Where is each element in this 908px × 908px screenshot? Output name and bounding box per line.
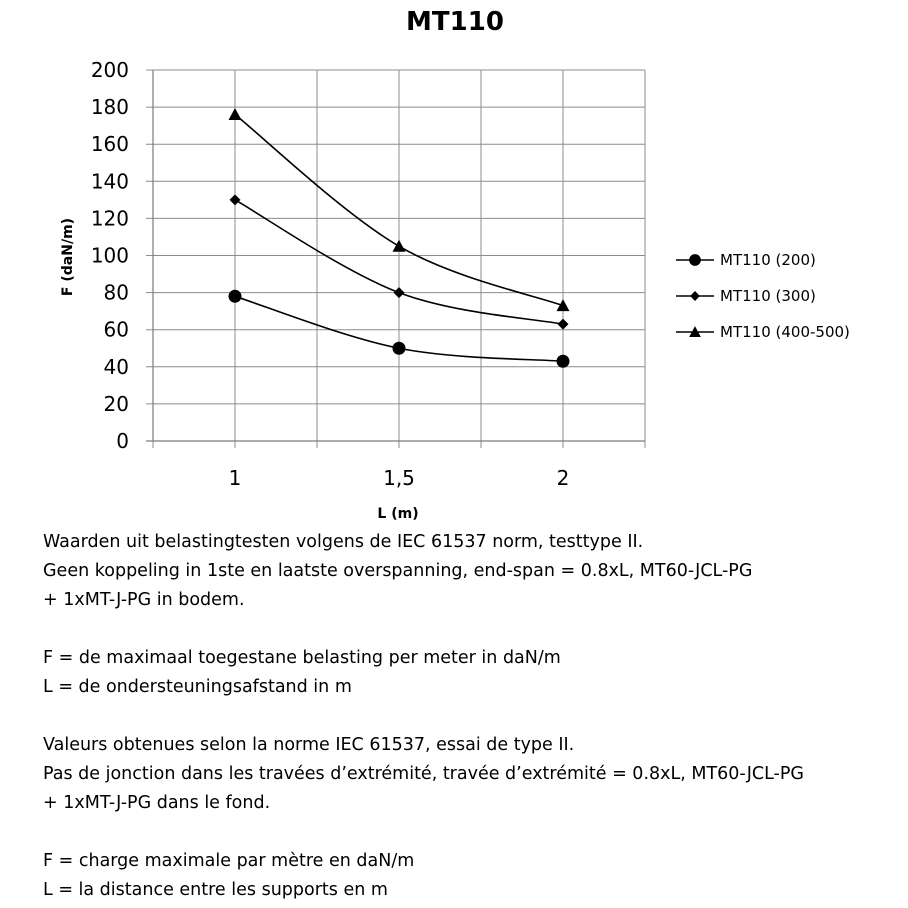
data-point-circle — [557, 355, 570, 368]
note-nl-line-1: Waarden uit belastingtesten volgens de IEC 61537 norm, testtype II. — [43, 532, 644, 552]
notes — [43, 528, 903, 905]
y-tick-label: 40 — [103, 354, 129, 379]
note-fr-line-3: + 1xMT-J-PG dans le fond. — [43, 793, 271, 813]
y-tick-label: 60 — [103, 317, 129, 342]
legend-label: MT110 (300) — [720, 287, 816, 305]
x-tick-label: 2 — [556, 466, 570, 490]
y-tick-label: 140 — [90, 169, 129, 194]
y-tick-label: 80 — [103, 280, 129, 305]
note-fr-f-definition: F = charge maximale par mètre en daN/m — [43, 851, 415, 871]
data-point-circle — [229, 290, 242, 303]
y-axis-title: F (daN/m) — [60, 217, 76, 297]
x-tick-label: 1 — [228, 466, 242, 490]
legend — [676, 251, 850, 341]
note-fr-l-definition: L = la distance entre les supports en m — [43, 880, 388, 900]
data-point-diamond — [230, 194, 241, 205]
y-tick-label: 20 — [103, 391, 129, 416]
data-point-circle — [689, 254, 701, 266]
note-nl-line-3: + 1xMT-J-PG in bodem. — [43, 590, 245, 610]
y-tick-label: 160 — [90, 132, 129, 157]
note-nl-l-definition: L = de ondersteuningsafstand in m — [43, 677, 352, 697]
data-point-triangle — [393, 240, 406, 252]
legend-label: MT110 (200) — [720, 251, 816, 269]
y-tick-label: 0 — [116, 429, 129, 453]
data-point-diamond — [558, 319, 569, 330]
note-fr-line-1: Valeurs obtenues selon la norme IEC 61537, essai de type II. — [43, 735, 575, 755]
chart-title: MT110 — [406, 7, 504, 37]
data-point-diamond — [690, 291, 700, 301]
grid — [146, 70, 645, 448]
x-tick-label: 1,5 — [383, 466, 415, 490]
note-fr-line-2: Pas de jonction dans les travées d’extrémité, travée d’extrémité = 0.8xL, MT60-JCL-PG — [43, 764, 804, 784]
y-tick-label: 200 — [90, 58, 129, 82]
legend-item — [676, 287, 816, 305]
y-tick-label: 180 — [90, 95, 129, 120]
y-tick-label: 100 — [90, 243, 129, 268]
data-point-triangle — [557, 299, 570, 311]
data-point-triangle — [229, 108, 242, 120]
x-axis-title: L (m) — [377, 506, 419, 520]
note-nl-f-definition: F = de maximaal toegestane belasting per meter in daN/m — [43, 648, 561, 668]
note-nl-line-2: Geen koppeling in 1ste en laatste overspanning, end-span = 0.8xL, MT60-JCL-PG — [43, 561, 753, 581]
data-point-diamond — [394, 287, 405, 298]
legend-item — [676, 323, 850, 341]
axes — [91, 58, 645, 490]
data-point-circle — [393, 342, 406, 355]
legend-item — [676, 251, 816, 269]
legend-label: MT110 (400-500) — [720, 323, 850, 341]
y-tick-label: 120 — [90, 206, 129, 231]
